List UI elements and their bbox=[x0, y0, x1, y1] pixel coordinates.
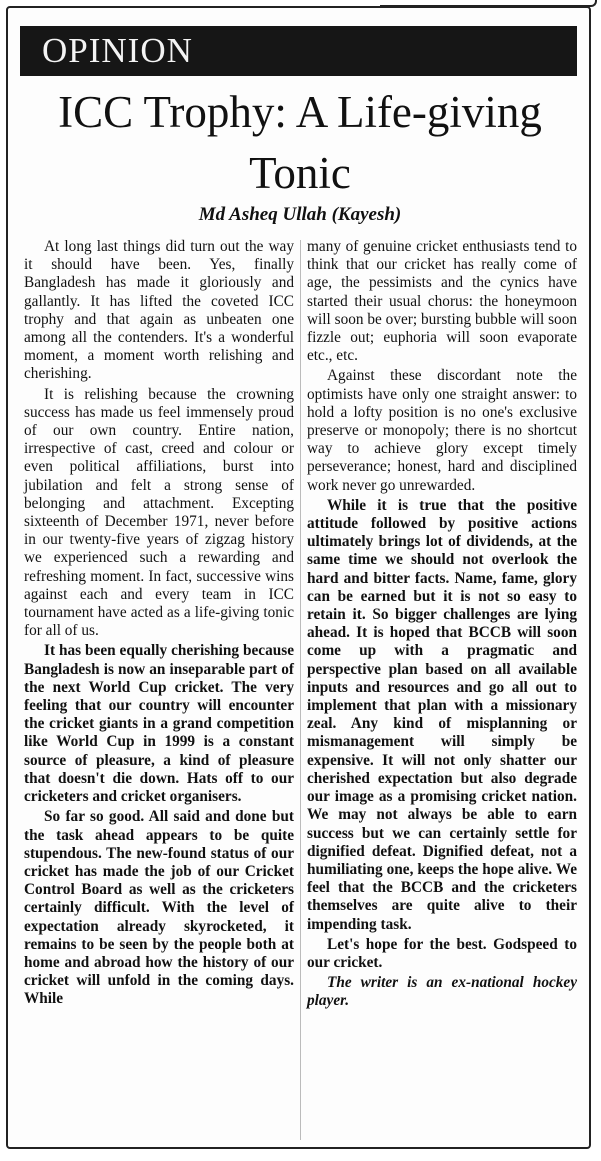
paragraph: Against these discordant note the optimists have only one straight answer: to hold a lofty position is no one's exclusive preserve or monopoly; there is no shortcut way to achieve glory except timely perseverance; honest, hard and disciplined work never go unrewarded. bbox=[307, 367, 577, 494]
section-label: OPINION bbox=[42, 31, 193, 70]
author-note: The writer is an ex-national hockey player. bbox=[307, 974, 577, 1010]
section-label-bar bbox=[20, 26, 577, 76]
paragraph: So far so good. All said and done but the task ahead appears to be quite stupendous. The new-found status of our cricket has made the job of our Cricket Control Board as well as the cricketers certainly difficult. With the level of expectation already skyrocketed, it remains to be seen by the people both at home and abroad how the history of our cricket will unfold in the coming days. While bbox=[24, 808, 294, 1008]
article-column-right bbox=[307, 238, 577, 1011]
paragraph: It is relishing because the crowning success has made us feel immensely proud of our own country. Entire nation, irrespective of cast, creed and colour or even political affiliations, burst into jubilation and felt a strong sense of belonging and attachment. Excepting sixteenth of December 1971, never before in our twenty-five years of zigzag history we experienced such a rewarding and refreshing moment. In fact, successive wins against each and every team in ICC tournament have acted as a life-giving tonic for all of us. bbox=[24, 385, 294, 640]
article-byline: Md Asheq Ullah (Kayesh) bbox=[198, 204, 402, 225]
paragraph: It has been equally cherishing because Bangladesh is now an inseparable part of the next World Cup cricket. The very feeling that our country will encounter the cricket giants in a grand competition like World Cup in 1999 is a constant source of pleasure, a kind of pleasure that doesn't die down. Hats off to our cricketers and cricket organisers. bbox=[24, 642, 294, 806]
paragraph: many of genuine cricket enthusiasts tend to think that our cricket has really come of age, the pessimists and the cynics have started their usual chorus: the honeymoon will soon be over; bursting bubble will soon fizzle out; euphoria will soon evaporate etc., etc. bbox=[307, 238, 577, 365]
article-headline: ICC Trophy: A Life-giving Tonic bbox=[58, 87, 542, 198]
paragraph: At long last things did turn out the way it should have been. Yes, finally Bangladesh has made it gloriously and gallantly. It has lifted the coveted ICC trophy and that again as unbeaten one among all the contenders. It's a wonderful moment, a moment worth relishing and cherishing. bbox=[24, 238, 294, 383]
column-divider bbox=[300, 240, 301, 1140]
paragraph: While it is true that the positive attitude followed by positive actions ultimately brings lot of dividends, at the same time we should not overlook the hard and bitter facts. Name, fame, glory can be earned but it is not so easy to retain it. So bigger challenges are lying ahead. It is hoped that BCCB will soon come up with a pragmatic and perspective plan based on all available inputs and resources and go all out to implement that plan with a missionary zeal. Any kind of misplanning or mismanagement will simply be expensive. It will not only shatter our cherished expectation but also degrade our image as a promising cricket nation. We may not always be able to earn success but we can certainly settle for dignified defeat. Dignified defeat, not a humiliating one, keeps the hope alive. We feel that the BCCB and the cricketers themselves are quite alive to their impending task. bbox=[307, 496, 577, 933]
article-column-left bbox=[24, 238, 294, 1009]
paragraph: Let's hope for the best. Godspeed to our cricket. bbox=[307, 935, 577, 971]
